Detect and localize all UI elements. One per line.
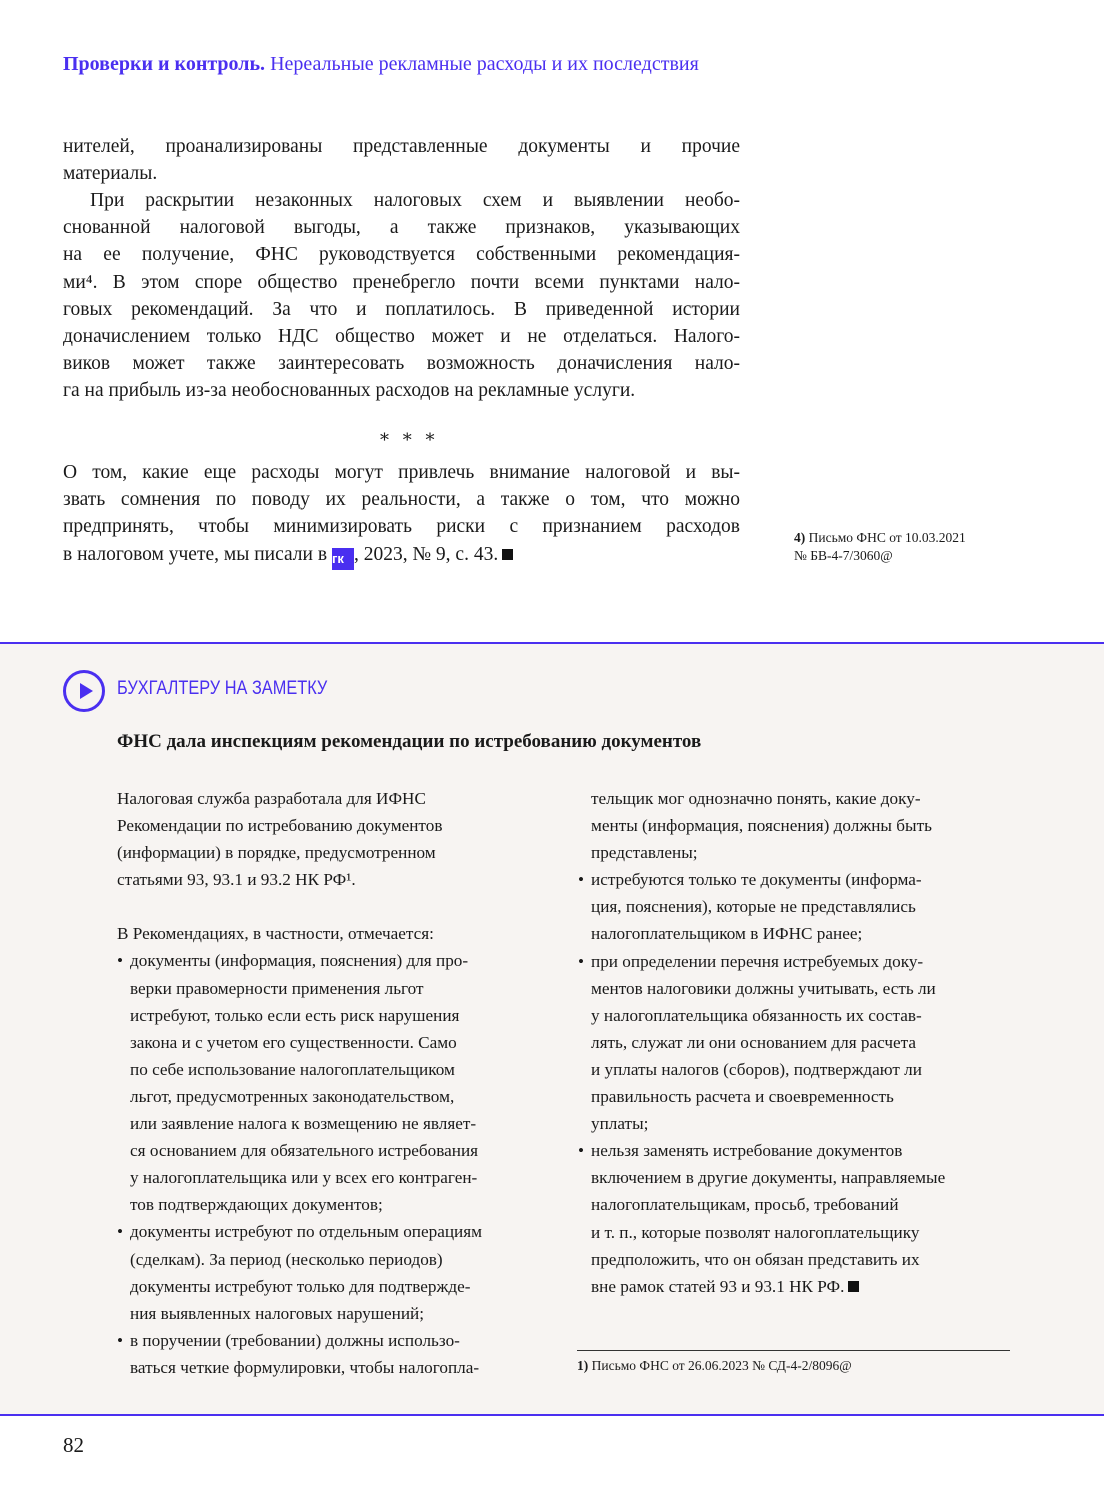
text-line: нельзя заменять истребование документов	[591, 1141, 903, 1161]
text-line: Налоговая служба разработала для ИФНС	[117, 789, 426, 808]
text-line: лять, служат ли они основанием для расчета	[591, 1032, 917, 1052]
paragraph-1	[63, 133, 740, 187]
footnote-text: Письмо ФНС от 10.03.2021	[808, 530, 966, 545]
bullet-icon: •	[117, 951, 124, 971]
text-line: закона и с учетом его существенности. Само	[130, 1032, 457, 1052]
text-line: вне рамок статей 93 и 93.1 НК РФ.	[591, 1276, 845, 1296]
text-line: документы (информация, пояснения) для про-	[130, 951, 469, 971]
text-line: ция, пояснения), которые не представлялись	[591, 897, 916, 917]
text-line: (информации) в порядке, предусмотренном	[117, 843, 436, 863]
bullet-icon: •	[578, 870, 585, 890]
text-line: нителей, проанализированы представленные документы и прочие	[63, 136, 740, 157]
running-header	[63, 53, 699, 76]
footnote-divider	[577, 1350, 1010, 1351]
text-line: представлены;	[591, 843, 698, 863]
text-line: истребуются только те документы (информа-	[591, 870, 922, 890]
bullet-icon: •	[578, 951, 585, 971]
footnote-text: Письмо ФНС от 26.06.2023 № СД-4-2/8096@	[591, 1358, 852, 1373]
text-line: у налогоплательщика или у всех его контраген-	[130, 1168, 478, 1188]
accountant-note-box	[0, 642, 1104, 1416]
box-label: БУХГАЛТЕРУ НА ЗАМЕТКУ	[117, 678, 328, 699]
text-line: предпринять, чтобы минимизировать риски с признанием расходов	[63, 516, 740, 538]
paragraph-3	[63, 459, 740, 570]
text-line: уплаты;	[591, 1114, 649, 1134]
article-title: Нереальные рекламные расходы и их последствия	[270, 53, 699, 75]
text-line: у налогоплательщика обязанность их состав-	[591, 1005, 922, 1025]
page-number: 82	[63, 1433, 84, 1457]
bullet-icon: •	[117, 1222, 124, 1242]
text-line: ваться четкие формулировки, чтобы налогопла-	[130, 1357, 480, 1377]
text-line: доначислением только НДС общество может и не отделаться. Налого-	[63, 326, 740, 348]
bullet-icon: •	[578, 1141, 585, 1161]
section-title: Проверки и контроль.	[63, 53, 266, 75]
bullet-item	[117, 1218, 557, 1326]
text-line: га на прибыль из-за необоснованных расходов на рекламные услуги.	[63, 380, 636, 402]
bullet-item	[117, 1327, 557, 1381]
text-line: предположить, что он обязан представить их	[591, 1249, 920, 1269]
text-line: или заявление налога к возмещению не являет-	[130, 1114, 477, 1134]
text-line: по себе использование налогоплательщиком	[130, 1059, 455, 1079]
text-line: и т. п., которые позволят налогоплательщику	[591, 1222, 920, 1242]
text-line: правильность расчета и своевременность	[591, 1087, 894, 1107]
text-line: верки правомерности применения льгот	[130, 978, 424, 998]
end-mark-icon	[848, 1281, 859, 1292]
text-line: (сделкам). За период (несколько периодов)	[130, 1249, 443, 1269]
box-footnote	[577, 1358, 852, 1374]
paragraph-2	[63, 187, 740, 405]
box-column-right	[577, 785, 1017, 1300]
play-circle-icon	[63, 670, 105, 712]
text-line: ния выявленных налоговых нарушений;	[130, 1303, 425, 1323]
text-line: налогоплательщиком в ИФНС ранее;	[591, 924, 863, 944]
list-lead: В Рекомендациях, в частности, отмечается:	[117, 924, 434, 944]
text-line: документы истребуют только для подтвержде-	[130, 1276, 471, 1296]
text-line-part: в налоговом учете, мы писали в	[63, 543, 332, 565]
text-line: на ее получение, ФНС руководствуется собственными рекомендация-	[63, 244, 740, 266]
footnote-text: № БВ-4-7/3060@	[794, 548, 893, 563]
text-line: и уплаты налогов (сборов), подтверждают ли	[591, 1059, 922, 1079]
footnote-4	[794, 529, 966, 565]
section-separator: * * *	[380, 430, 439, 451]
text-line: при определении перечня истребуемых доку-	[591, 951, 924, 971]
text-line: О том, какие еще расходы могут привлечь внимание налоговой и вы-	[63, 462, 740, 483]
footnote-number: 1)	[577, 1358, 589, 1373]
text-line-part: , 2023, № 9, с. 43.	[353, 543, 499, 565]
box-heading: ФНС дала инспекциям рекомендации по истребованию документов	[117, 731, 702, 752]
text-line: налогоплательщикам, просьб, требований	[591, 1195, 899, 1215]
text-line: включением в другие документы, направляемые	[591, 1168, 946, 1188]
bullet-item	[578, 1137, 1017, 1300]
text-line: Рекомендации по истребованию документов	[117, 816, 443, 836]
text-line: ми⁴. В этом споре общество пренебрегло почти всеми пунктами нало-	[63, 271, 740, 293]
text-line: документы истребуют по отдельным операциям	[130, 1222, 483, 1242]
text-line: тельщик мог однозначно понять, какие доку-	[591, 789, 921, 808]
bullet-icon: •	[117, 1330, 124, 1350]
text-line: звать сомнения по поводу их реальности, а также о том, что можно	[63, 489, 740, 511]
text-line	[63, 541, 740, 570]
text-line: говых рекомендаций. За что и поплатилось. В приведенной истории	[63, 298, 740, 320]
text-line: тов подтверждающих документов;	[130, 1195, 383, 1215]
gk-logo-icon[interactable]: гк	[332, 548, 354, 570]
bullet-item	[578, 866, 1017, 947]
text-line: виков может также заинтересовать возможность доначисления нало-	[63, 353, 740, 375]
end-mark-icon	[502, 549, 513, 560]
text-line: ментов налоговики должны учитывать, есть ли	[591, 978, 936, 998]
box-column-left	[117, 785, 557, 1381]
text-line: снованной налоговой выгоды, а также признаков, указывающих	[63, 217, 740, 239]
text-line: материалы.	[63, 163, 158, 185]
text-line: При раскрытии незаконных налоговых схем и выявлении необо-	[90, 190, 740, 211]
bullet-item	[117, 947, 557, 1218]
bullet-item	[578, 948, 1017, 1138]
text-line: менты (информация, пояснения) должны быть	[591, 816, 932, 836]
text-line: в поручении (требовании) должны использо-	[130, 1330, 460, 1350]
text-line: льгот, предусмотренных законодательством,	[130, 1086, 455, 1106]
text-line: статьями 93, 93.1 и 93.2 НК РФ¹.	[117, 870, 356, 890]
text-line: истребуют, только если есть риск нарушения	[130, 1005, 460, 1025]
text-line: ся основанием для обязательного истребования	[130, 1141, 479, 1161]
footnote-number: 4)	[794, 530, 806, 545]
